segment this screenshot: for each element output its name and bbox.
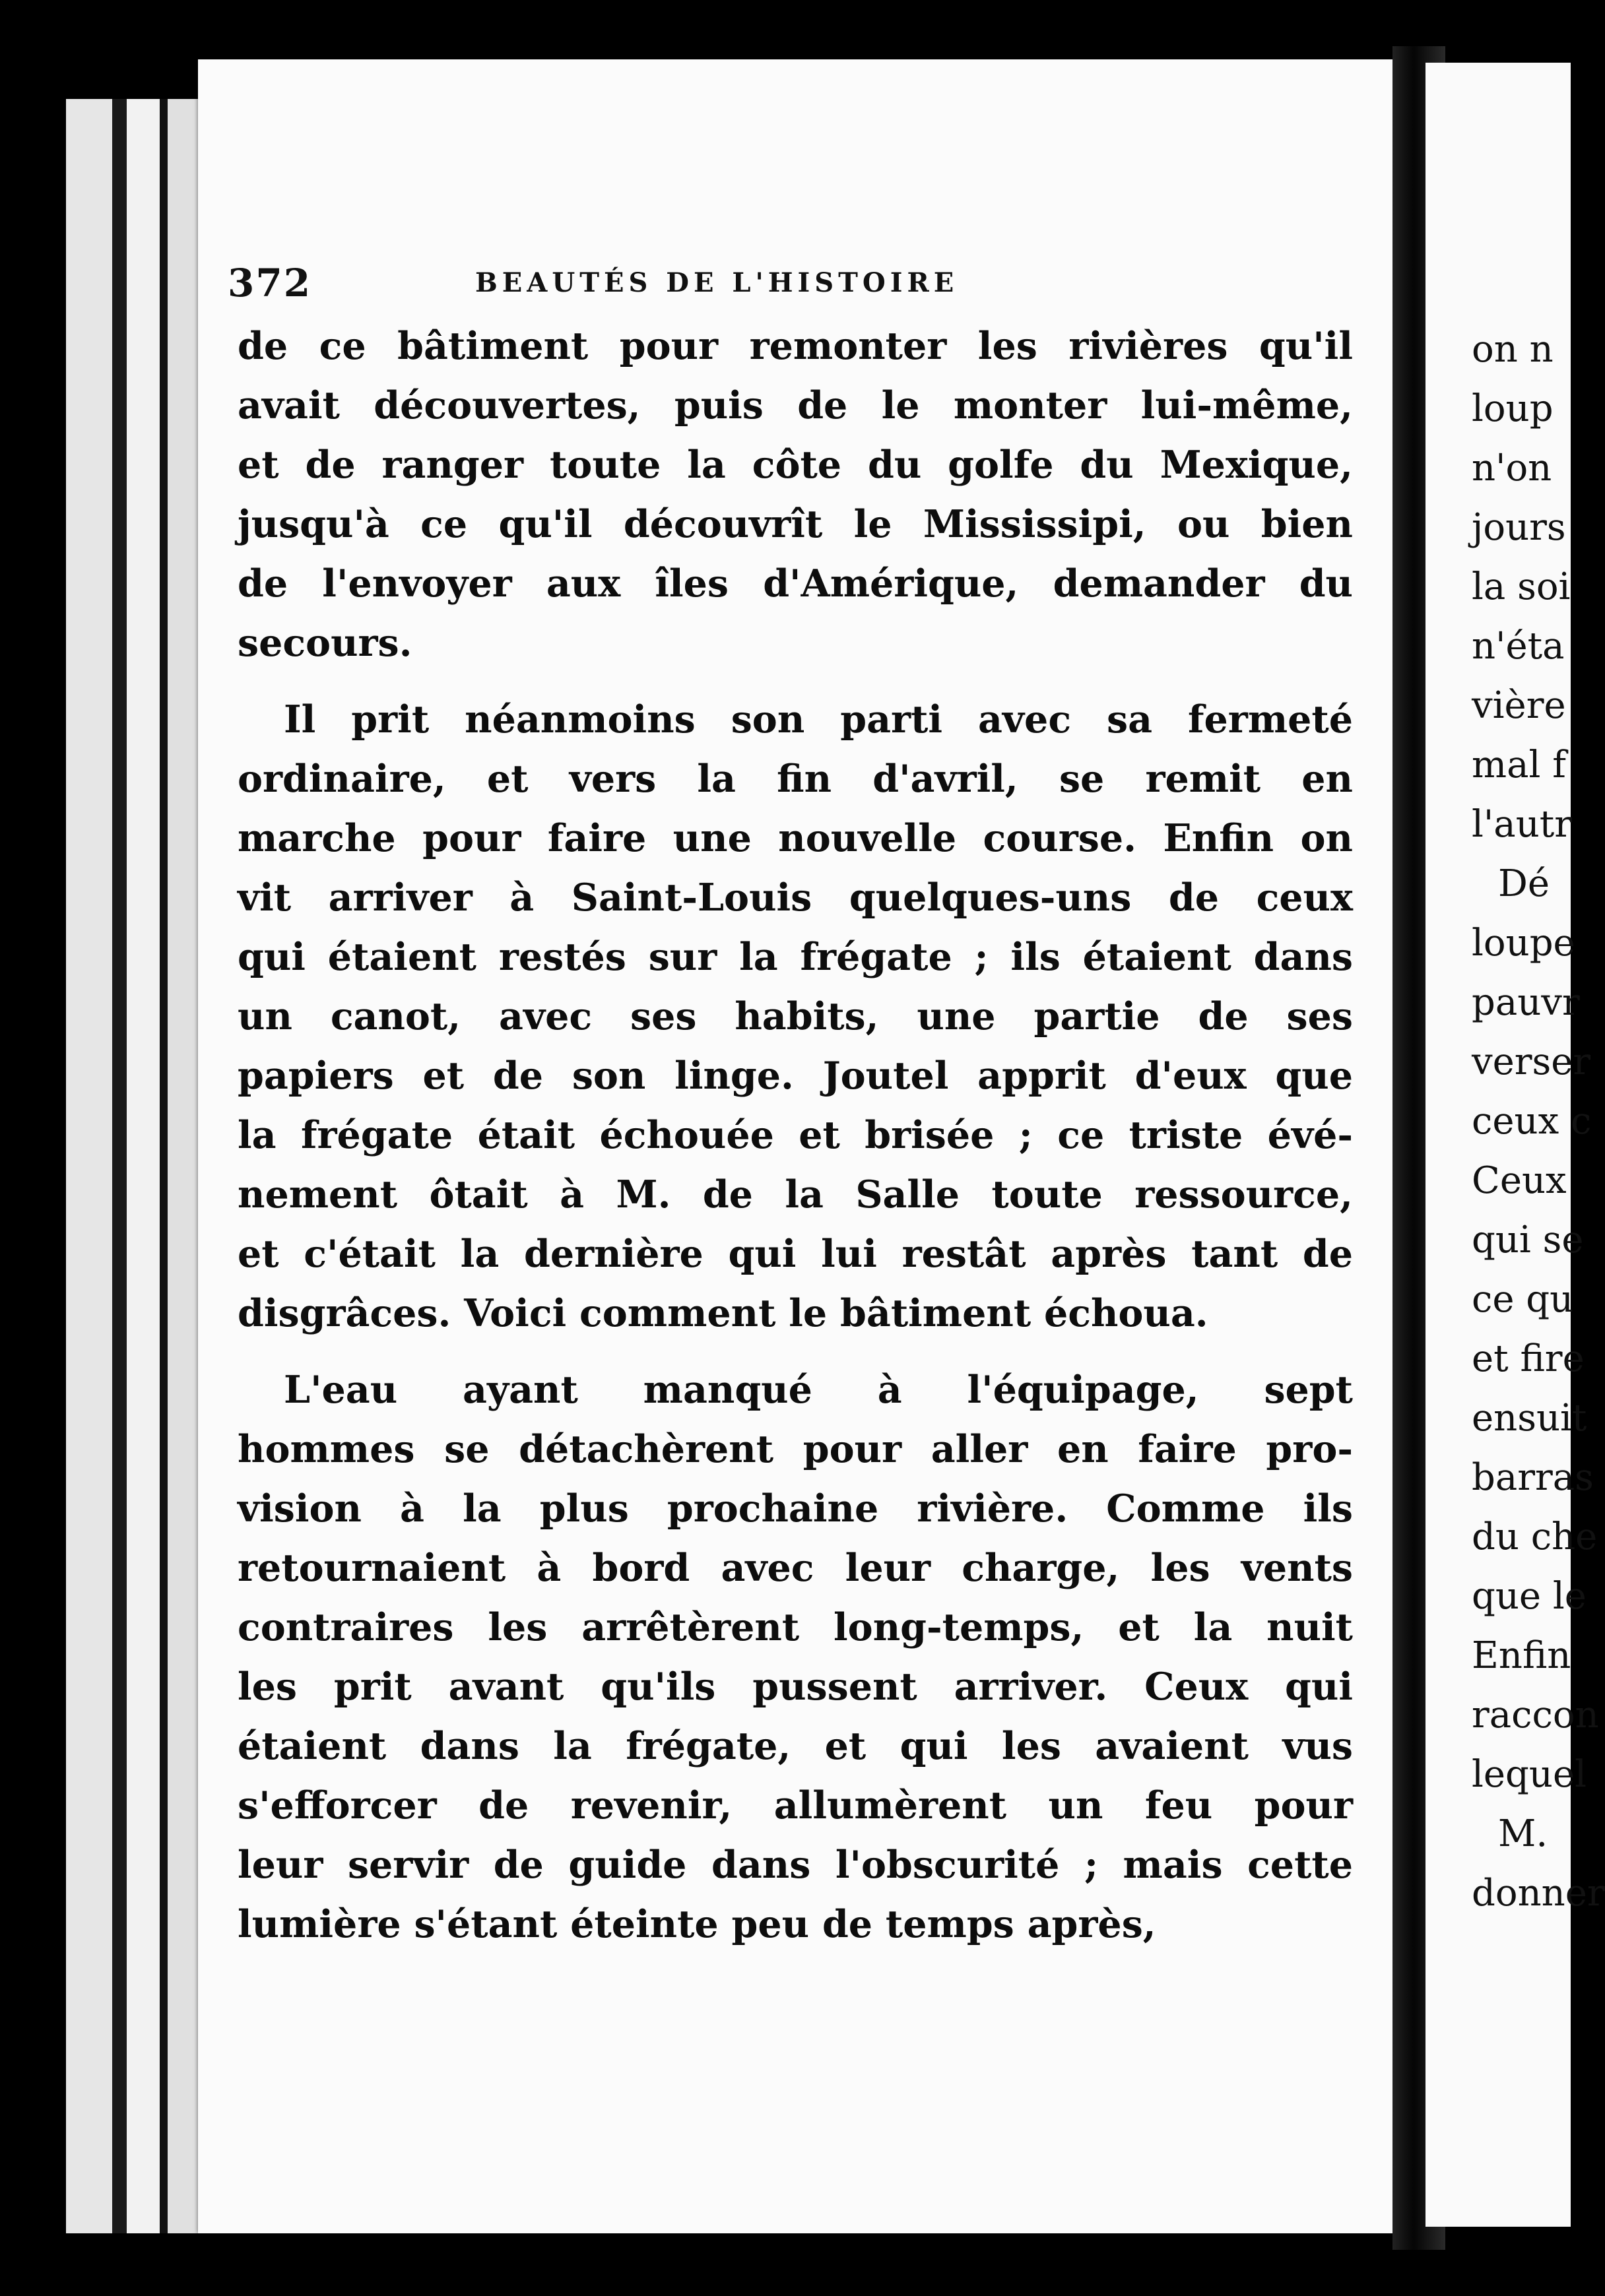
- text-line: vision à la plus prochaine rivière. Comme ils: [238, 1486, 1353, 1531]
- text-line: de ce bâtiment pour remonter les rivières qu'il: [238, 324, 1353, 368]
- adjacent-page-line: loup: [1472, 387, 1554, 430]
- page-number: 372: [228, 261, 312, 305]
- text-line: jusqu'à ce qu'il découvrît le Mississipi, ou bien: [238, 502, 1353, 546]
- text-line: papiers et de son linge. Joutel apprit d'eux que: [238, 1054, 1353, 1098]
- paragraph: [238, 1360, 1353, 1954]
- page-edge-shadow: [112, 99, 127, 2233]
- paragraph: [238, 317, 1353, 673]
- adjacent-page-line: ce qu: [1472, 1278, 1574, 1321]
- body-text: [238, 317, 1353, 1971]
- adjacent-page-line: Enfin: [1472, 1634, 1571, 1677]
- adjacent-page-line: n'on: [1472, 447, 1552, 490]
- text-line: qui étaient restés sur la frégate ; ils étaient dans: [238, 935, 1353, 979]
- text-line: L'eau ayant manqué à l'équipage, sept: [284, 1368, 1353, 1412]
- adjacent-page-line: barras: [1472, 1456, 1594, 1499]
- text-line: de l'envoyer aux îles d'Amérique, demander du: [238, 561, 1353, 606]
- adjacent-page-line: et fire: [1472, 1337, 1585, 1380]
- adjacent-page-line: l'autr: [1472, 803, 1573, 846]
- text-line: secours.: [238, 621, 412, 665]
- adjacent-page-line: vière: [1472, 684, 1566, 727]
- adjacent-page-line: qui se: [1472, 1219, 1584, 1261]
- text-line: lumière s'étant éteinte peu de temps après,: [238, 1902, 1156, 1946]
- adjacent-page-line: Ceux: [1472, 1159, 1567, 1202]
- text-line: contraires les arrêtèrent long-temps, et la nuit: [238, 1605, 1353, 1649]
- text-line: un canot, avec ses habits, une partie de ses: [238, 994, 1353, 1038]
- page-edge-strip: [127, 99, 160, 2233]
- page-edge-shadow: [160, 99, 168, 2233]
- text-line: marche pour faire une nouvelle course. Enfin on: [238, 816, 1353, 860]
- text-line: les prit avant qu'ils pussent arriver. Ceux qui: [238, 1665, 1353, 1709]
- text-line: s'efforcer de revenir, allumèrent un feu pour: [238, 1783, 1353, 1828]
- adjacent-page-fragment: [1425, 63, 1605, 2227]
- adjacent-page-line: du che: [1472, 1515, 1598, 1558]
- adjacent-page-line: n'éta: [1472, 625, 1565, 668]
- adjacent-page-line: ceux c: [1472, 1100, 1592, 1143]
- adjacent-page-line: on n: [1472, 328, 1554, 371]
- adjacent-page-line: raccon: [1472, 1694, 1599, 1737]
- adjacent-page-line: pauvr: [1472, 981, 1580, 1024]
- page-edge-strip: [66, 99, 112, 2233]
- text-line: avait découvertes, puis de le monter lui-même,: [238, 383, 1353, 428]
- text-line: et de ranger toute la côte du golfe du Mexique,: [238, 443, 1353, 487]
- adjacent-page-line: mal f: [1472, 744, 1566, 786]
- text-line: la frégate était échouée et brisée ; ce triste évé-: [238, 1113, 1353, 1157]
- text-line: et c'était la dernière qui lui restât après tant de: [238, 1232, 1353, 1276]
- adjacent-page-line: verser: [1472, 1040, 1591, 1083]
- adjacent-page-line: jours: [1472, 506, 1566, 549]
- text-line: hommes se détachèrent pour aller en faire pro-: [238, 1427, 1353, 1471]
- adjacent-page-line: que le: [1472, 1575, 1587, 1618]
- adjacent-page-line: donner: [1472, 1872, 1605, 1915]
- paragraph: [238, 690, 1353, 1343]
- adjacent-page-lines: [1472, 320, 1605, 1923]
- adjacent-page-line: la soi: [1472, 565, 1571, 608]
- text-line: disgrâces. Voici comment le bâtiment échoua.: [238, 1291, 1208, 1335]
- page-edge-strip: [168, 99, 201, 2233]
- text-line: retournaient à bord avec leur charge, les vents: [238, 1546, 1353, 1590]
- adjacent-page-line: lequel: [1472, 1753, 1587, 1796]
- running-head: [228, 261, 1112, 313]
- adjacent-page-line: loupe: [1472, 922, 1575, 965]
- adjacent-page-line: Dé: [1498, 862, 1550, 905]
- adjacent-page-line: M.: [1498, 1812, 1548, 1855]
- running-head-title: BEAUTÉS DE L'HISTOIRE: [475, 267, 959, 298]
- text-line: Il prit néanmoins son parti avec sa fermeté: [284, 697, 1353, 742]
- text-line: leur servir de guide dans l'obscurité ; mais cette: [238, 1843, 1353, 1887]
- text-line: vit arriver à Saint-Louis quelques-uns de ceux: [238, 876, 1353, 920]
- text-line: nement ôtait à M. de la Salle toute ressource,: [238, 1172, 1353, 1217]
- text-line: étaient dans la frégate, et qui les avaient vus: [238, 1724, 1353, 1768]
- text-line: ordinaire, et vers la fin d'avril, se remit en: [238, 757, 1353, 801]
- adjacent-page-line: ensuit: [1472, 1397, 1587, 1440]
